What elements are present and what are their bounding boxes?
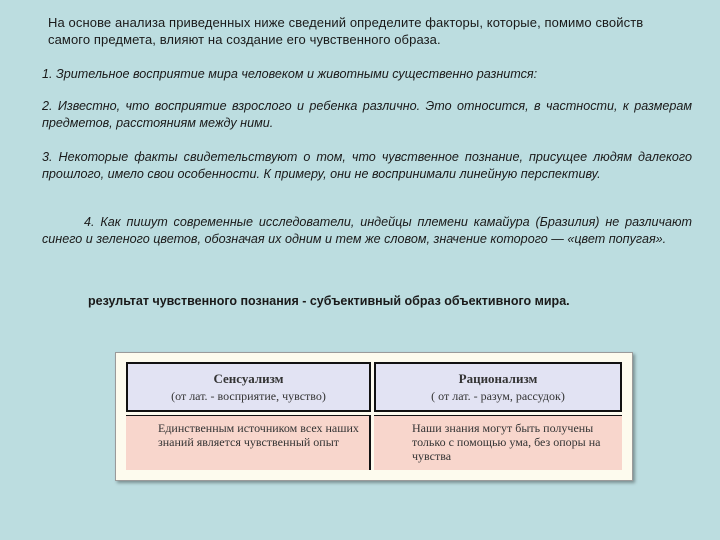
rationalism-subtitle: ( от лат. - разум, рассудок) [431, 389, 565, 403]
result-statement: результат чувственного познания - субъективный образ объективного мира. [88, 294, 570, 308]
rationalism-header [374, 362, 622, 412]
task-intro: На основе анализа приведенных ниже сведений определите факторы, которые, помимо свойств самого предмета, влияют на создание его чувственного образа. [48, 15, 644, 47]
fact-item-3: 3. Некоторые факты свидетельствуют о том, что чувственное познание, присущее людям далекого прошлого, имело свои особенности. К примеру, они не воспринимали линейную перспективу. [42, 150, 692, 181]
rationalism-definition [374, 415, 622, 470]
sensualism-definition [126, 415, 371, 470]
sensualism-subtitle: (от лат. - восприятие, чувство) [171, 389, 326, 403]
sensualism-title: Сенсуализм [213, 371, 284, 386]
fact-item-4: 4. Как пишут современные исследователи, индейцы племени камайура (Бразилия) не различают синего и зеленого цветов, обозначая их одним и тем же словом, значение которого — «цвет попугая». [42, 215, 692, 246]
sensualism-header [126, 362, 371, 412]
rationalism-title: Рационализм [458, 371, 538, 386]
comparison-table [115, 352, 633, 481]
rationalism-definition-text: Наши знания могут быть получены только с помощью ума, без опоры на чувства [412, 421, 601, 463]
fact-item-2: 2. Известно, что восприятие взрослого и ребенка различно. Это относится, в частности, к размерам предметов, расстояниям между ними. [42, 99, 692, 130]
sensualism-definition-text: Единственным источником всех наших знаний является чувственный опыт [158, 421, 359, 449]
fact-item-1: 1. Зрительное восприятие мира человеком и животными существенно разнится: [42, 67, 538, 81]
